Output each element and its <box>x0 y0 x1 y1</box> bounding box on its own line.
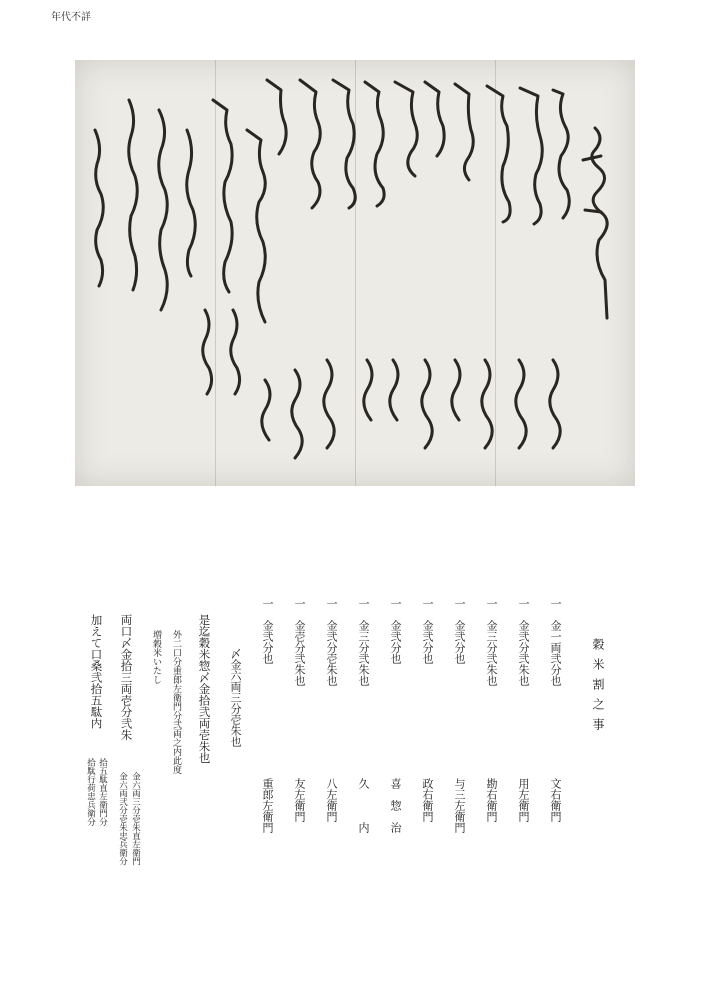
entry-amount: 一 金弐分弐朱也 <box>517 598 530 686</box>
addition-detail-line: 拾五駄直左衛門分 <box>97 758 108 826</box>
entry-name: 勘右衛門 <box>485 778 498 822</box>
entry-name: 文右衛門 <box>549 778 562 822</box>
entry-name: 政右衛門 <box>421 778 434 822</box>
addition-detail-line: 拾駄行荷忠兵衛分 <box>85 758 96 826</box>
entry-amount: 一 金弐分也 <box>389 598 402 664</box>
entry-name: 喜 惣 治 <box>389 778 402 833</box>
total-line: 是迄穀米惣〆金拾弐両壱朱也 <box>197 614 212 764</box>
note-line: 増穀米いたし <box>151 630 161 684</box>
entry-name: 友左衛門 <box>293 778 306 822</box>
entry-amount: 一 金壱分弐朱也 <box>293 598 306 686</box>
entry-name: 八左衛門 <box>325 778 338 822</box>
entry-amount: 一 金弐分壱朱也 <box>325 598 338 686</box>
grand-total-line: 両口〆金拾三両壱分弐朱 <box>119 614 134 741</box>
note-line: 外二口分重郎左衛門分弐両之内此度 <box>171 630 181 774</box>
entry-name: 久 内 <box>357 778 370 833</box>
entry-name: 用左衛門 <box>517 778 530 822</box>
subtotal-line: 〆金六両三分壱朱也 <box>229 648 242 747</box>
entry-amount: 一 金三分弐朱也 <box>357 598 370 686</box>
entry-amount: 一 金三分弐朱也 <box>485 598 498 686</box>
entry-amount: 一 金弐分也 <box>261 598 274 664</box>
breakdown-line: 金六両三分壱朱直左衛門 <box>130 772 141 866</box>
addition-line: 加えて口桑弐拾五駄内 <box>89 614 104 729</box>
entry-amount: 一 金弐分也 <box>421 598 434 664</box>
date-unknown-label: 年代不詳 <box>51 12 91 23</box>
entry-name: 重郎左衛門 <box>261 778 274 833</box>
breakdown-line: 金六両弐分壱朱忠兵衛分 <box>117 772 128 866</box>
document-title: 穀米割之事 <box>591 638 605 738</box>
entry-name: 与三左衛門 <box>453 778 466 833</box>
entry-amount: 一 金弐分也 <box>453 598 466 664</box>
entry-amount: 一 金一両弐分也 <box>549 598 562 686</box>
